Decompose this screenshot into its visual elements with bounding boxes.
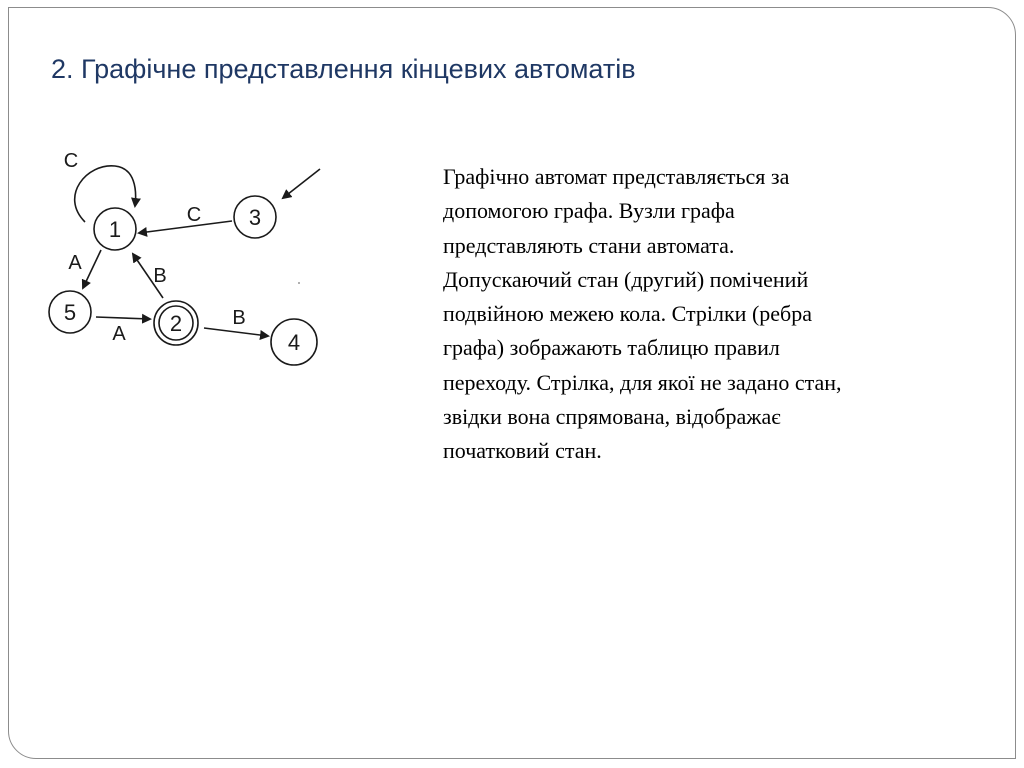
state-node-4-label: 4 — [287, 330, 301, 355]
edge-2-to-4-label: B — [232, 307, 246, 329]
self-loop-1-2 — [75, 166, 136, 222]
edge-5-to-2 — [96, 317, 150, 319]
body-line: Допускаючий стан (другий) помічений — [443, 266, 809, 292]
edge-3-to-1 — [139, 221, 232, 233]
edge-2-to-4 — [204, 328, 268, 336]
state-node-2-label: 2 — [169, 311, 183, 336]
body-line: Графічно автомат представляється за — [443, 164, 790, 189]
edge-5-to-2-label: A — [112, 323, 126, 345]
body-line: подвійною межею кола. Стрілки (ребра — [443, 301, 813, 327]
body-line: початковий стан. — [443, 438, 602, 464]
stray-dot — [298, 282, 300, 284]
start-arrow — [283, 169, 320, 198]
body-line: допомогою графа. Вузли графа — [443, 198, 735, 224]
slide-title: 2. Графічне представлення кінцевих автоматів — [51, 54, 636, 84]
slide-frame — [8, 7, 1016, 759]
body-line: переходу. Стрілка, для якої не задано стан, — [443, 369, 842, 395]
body-line: звідки вона спрямована, відображає — [443, 404, 781, 430]
self-loop-1-label: C — [63, 150, 79, 172]
body-line: графа) зображають таблицю правил — [443, 335, 780, 361]
edge-3-to-1-label: C — [186, 204, 202, 226]
edge-2-to-1-label: B — [153, 265, 167, 287]
state-diagram — [37, 138, 337, 378]
edge-1-to-5 — [83, 250, 101, 288]
state-node-1-label: 1 — [108, 217, 122, 242]
edge-1-to-5-label: A — [68, 252, 82, 274]
body-paragraph — [443, 160, 1003, 469]
state-node-5-label: 5 — [63, 300, 77, 325]
body-line: представляють стани автомата. — [443, 232, 735, 258]
state-node-3-label: 3 — [248, 205, 262, 230]
